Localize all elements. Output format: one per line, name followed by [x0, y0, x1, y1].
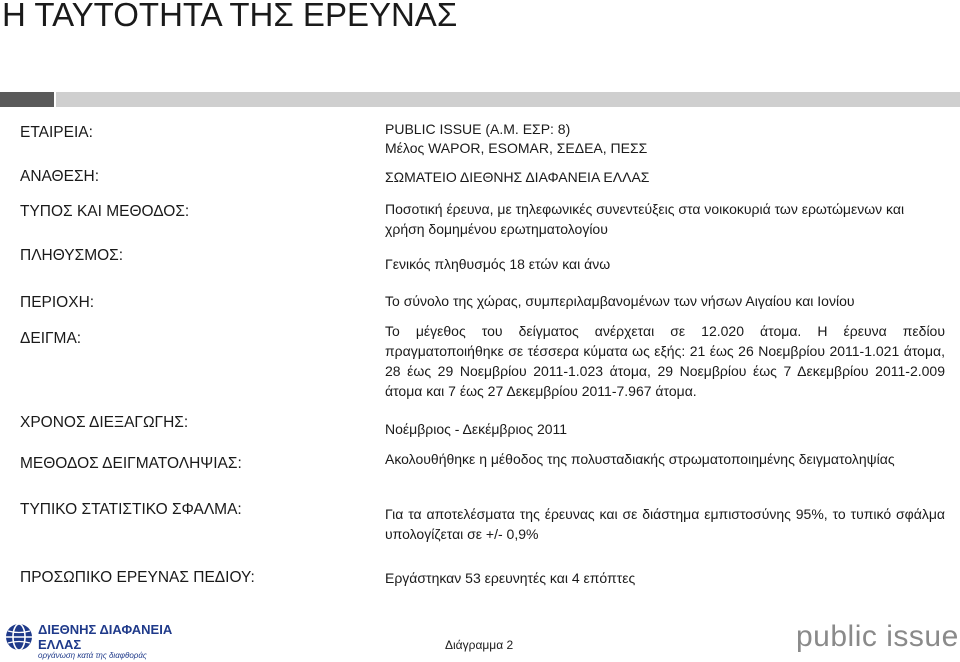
label-sample: ΔΕΙΓΜΑ:: [20, 330, 82, 347]
globe-icon: [4, 622, 34, 652]
value-type-method: Ποσοτική έρευνα, με τηλεφωνικές συνεντεύξεις στα νοικοκυριά των ερωτώμενων και χρήση δομημένου ερωτηματολογίου: [385, 201, 905, 237]
title-divider-light: [56, 92, 960, 107]
value-period: Νοέμβριος - Δεκέμβριος 2011: [385, 421, 568, 437]
label-standard-error: ΤΥΠΙΚΟ ΣΤΑΤΙΣΤΙΚΟ ΣΦΑΛΜΑ:: [20, 501, 242, 518]
value-assignment: ΣΩΜΑΤΕΙΟ ΔΙΕΘΝΗΣ ΔΙΑΦΑΝΕΙΑ ΕΛΛΑΣ: [385, 169, 650, 185]
value-sample: Το μέγεθος του δείγματος ανέρχεται σε 12.020 άτομα. Η έρευνα πεδίου πραγματοποιήθηκε σε τέσσερα κύματα ως εξής: 21 έως 26 Νοεμβρίου 2011-1.021 άτομα, 28 έως 29 Νοεμβρίου 2011-1.023 άτομα, 29 Νοεμβρίου έως 7 Δεκεμβρίου 2011-2.009 άτομα και 7 έως 27 Δεκεμβρίου 2011-7.967 άτομα.: [385, 323, 945, 399]
value-standard-error: Για τα αποτελέσματα της έρευνας και σε διάστημα εμπιστοσύνης 95%, το τυπικό σφάλμα υπολογίζεται σε +/- 0,9%: [385, 506, 945, 542]
title-divider-dark: [0, 92, 54, 107]
label-company: ΕΤΑΙΡΕΙΑ:: [20, 124, 93, 141]
label-area: ΠΕΡΙΟΧΗ:: [20, 294, 95, 311]
value-area: Το σύνολο της χώρας, συμπεριλαμβανομένων των νήσων Αιγαίου και Ιονίου: [385, 293, 855, 309]
label-population: ΠΛΗΘΥΣΜΟΣ:: [20, 247, 124, 264]
label-assignment: ΑΝΑΘΕΣΗ:: [20, 168, 100, 185]
value-field-staff: Εργάστηκαν 53 ερευνητές και 4 επόπτες: [385, 570, 636, 586]
value-sampling-method: Ακολουθήθηκε η μέθοδος της πολυσταδιακής στρωματοποιημένης δειγματοληψίας: [385, 451, 895, 467]
slide-caption: Διάγραμμα 2: [445, 638, 514, 652]
label-field-staff: ΠΡΟΣΩΠΙΚΟ ΕΡΕΥΝΑΣ ΠΕΔΙΟΥ:: [20, 569, 255, 586]
logo-tagline: οργάνωση κατά της διαφθοράς: [38, 651, 147, 660]
label-sampling-method: ΜΕΘΟΔΟΣ ΔΕΙΓΜΑΤΟΛΗΨΙΑΣ:: [20, 455, 242, 472]
value-population: Γενικός πληθυσμός 18 ετών και άνω: [385, 256, 611, 272]
value-company: PUBLIC ISSUE (Α.Μ. ΕΣΡ: 8): [385, 121, 571, 137]
page-title: Η ΤΑΥΤΟΤΗΤΑ ΤΗΣ ΕΡΕΥΝΑΣ: [2, 0, 458, 33]
logo-name: ΔΙΕΘΝΗΣ ΔΙΑΦΑΝΕΙΑ ΕΛΛΑΣ: [38, 622, 173, 652]
public-issue-logo: public issue: [796, 620, 959, 653]
label-period: ΧΡΟΝΟΣ ΔΙΕΞΑΓΩΓΗΣ:: [20, 414, 189, 431]
label-type-method: ΤΥΠΟΣ ΚΑΙ ΜΕΘΟΔΟΣ:: [20, 203, 190, 220]
value-company-membership: Μέλος WAPOR, ESOMAR, ΣΕΔΕΑ, ΠΕΣΣ: [385, 140, 648, 156]
transparency-international-logo: [4, 620, 194, 660]
